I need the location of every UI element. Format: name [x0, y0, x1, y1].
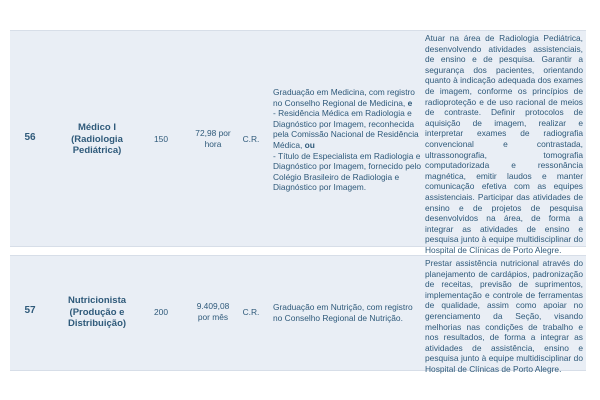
regime: C.R.	[242, 307, 260, 317]
salario-line: 9.409,08	[196, 301, 230, 311]
row-number: 57	[24, 305, 36, 316]
cargo-line: Médico I	[77, 122, 116, 133]
cargo-line: Nutricionista	[67, 295, 127, 306]
cargo-line: (Produção e	[69, 306, 125, 318]
requisitos	[273, 302, 423, 323]
cargo-line: Distribuição)	[67, 318, 127, 329]
atribuicoes: Atuar na área de Radiologia Pediátrica, desenvolvendo atividades assistenciais, de ensino e de pesquisa. Garantir a segurança dos pacientes, orientando quanto à indicação adequada dos exames de imagem, conforme os princípios de radioproteção e de uso racional de meios de contraste. Definir protocolos de aquisição de imagem, realizar e interpretar exames de radiografia convencional e contrastada, ultrassonografia, tomografia computadorizada e ressonância magnética, emitir laudos e manter comunicação efetiva com as equipes assistenciais. Participar das atividades de ensino e de projetos de pesquisa desenvolvidos na área, de forma a integrar as atividades de ensino e pesquisa junto à equipe multidisciplinar do Hospital de Clínicas de Porto Alegre.	[425, 33, 583, 255]
requisito-1: Graduação em Medicina, com registro no Conselho Regional de Medicina, e	[273, 87, 415, 108]
salario-line: 72,98 por	[195, 128, 231, 138]
cargo-line: Pediátrica)	[72, 145, 122, 156]
salario-line: hora	[204, 138, 222, 149]
cargo-title	[52, 122, 142, 157]
requisito-1: Graduação em Nutrição, com registro no Conselho Regional de Nutrição.	[273, 302, 413, 323]
vagas: 200	[154, 307, 168, 317]
salario	[182, 128, 244, 149]
atribuicoes: Prestar assistência nutricional através do planejamento de cardápios, padronização de receitas, previsão de suprimentos, implementação e controle de ferramentas de qualidade, assim como apoiar no gerenciamento da Seção, visando melhorias nas condições de trabalho e nos resultados, de forma a integrar as atividades de assistência, ensino e pesquisa junto à equipe multidisciplinar do Hospital de Clínicas de Porto Alegre.	[425, 258, 583, 374]
row-number: 56	[24, 132, 36, 143]
salario-line: por mês	[197, 311, 229, 322]
table-row	[10, 255, 586, 374]
regime: C.R.	[242, 134, 260, 144]
requisito-2: - Residência Médica em Radiologia e Diagnóstico por Imagem, reconhecida pela Comissão Nacional de Residência Médica, ou	[273, 108, 419, 150]
cargo-line: (Radiologia	[71, 133, 123, 145]
salario	[182, 301, 244, 322]
cargo-title	[52, 295, 142, 330]
requisito-3: - Título de Especialista em Radiologia e Diagnóstico por Imagem, fornecido pelo Colégio Brasileiro de Radiologia e Diagnóstico por Imagem.	[273, 150, 422, 193]
table-row	[10, 30, 586, 255]
requisitos	[273, 87, 423, 193]
vagas: 150	[154, 134, 168, 144]
